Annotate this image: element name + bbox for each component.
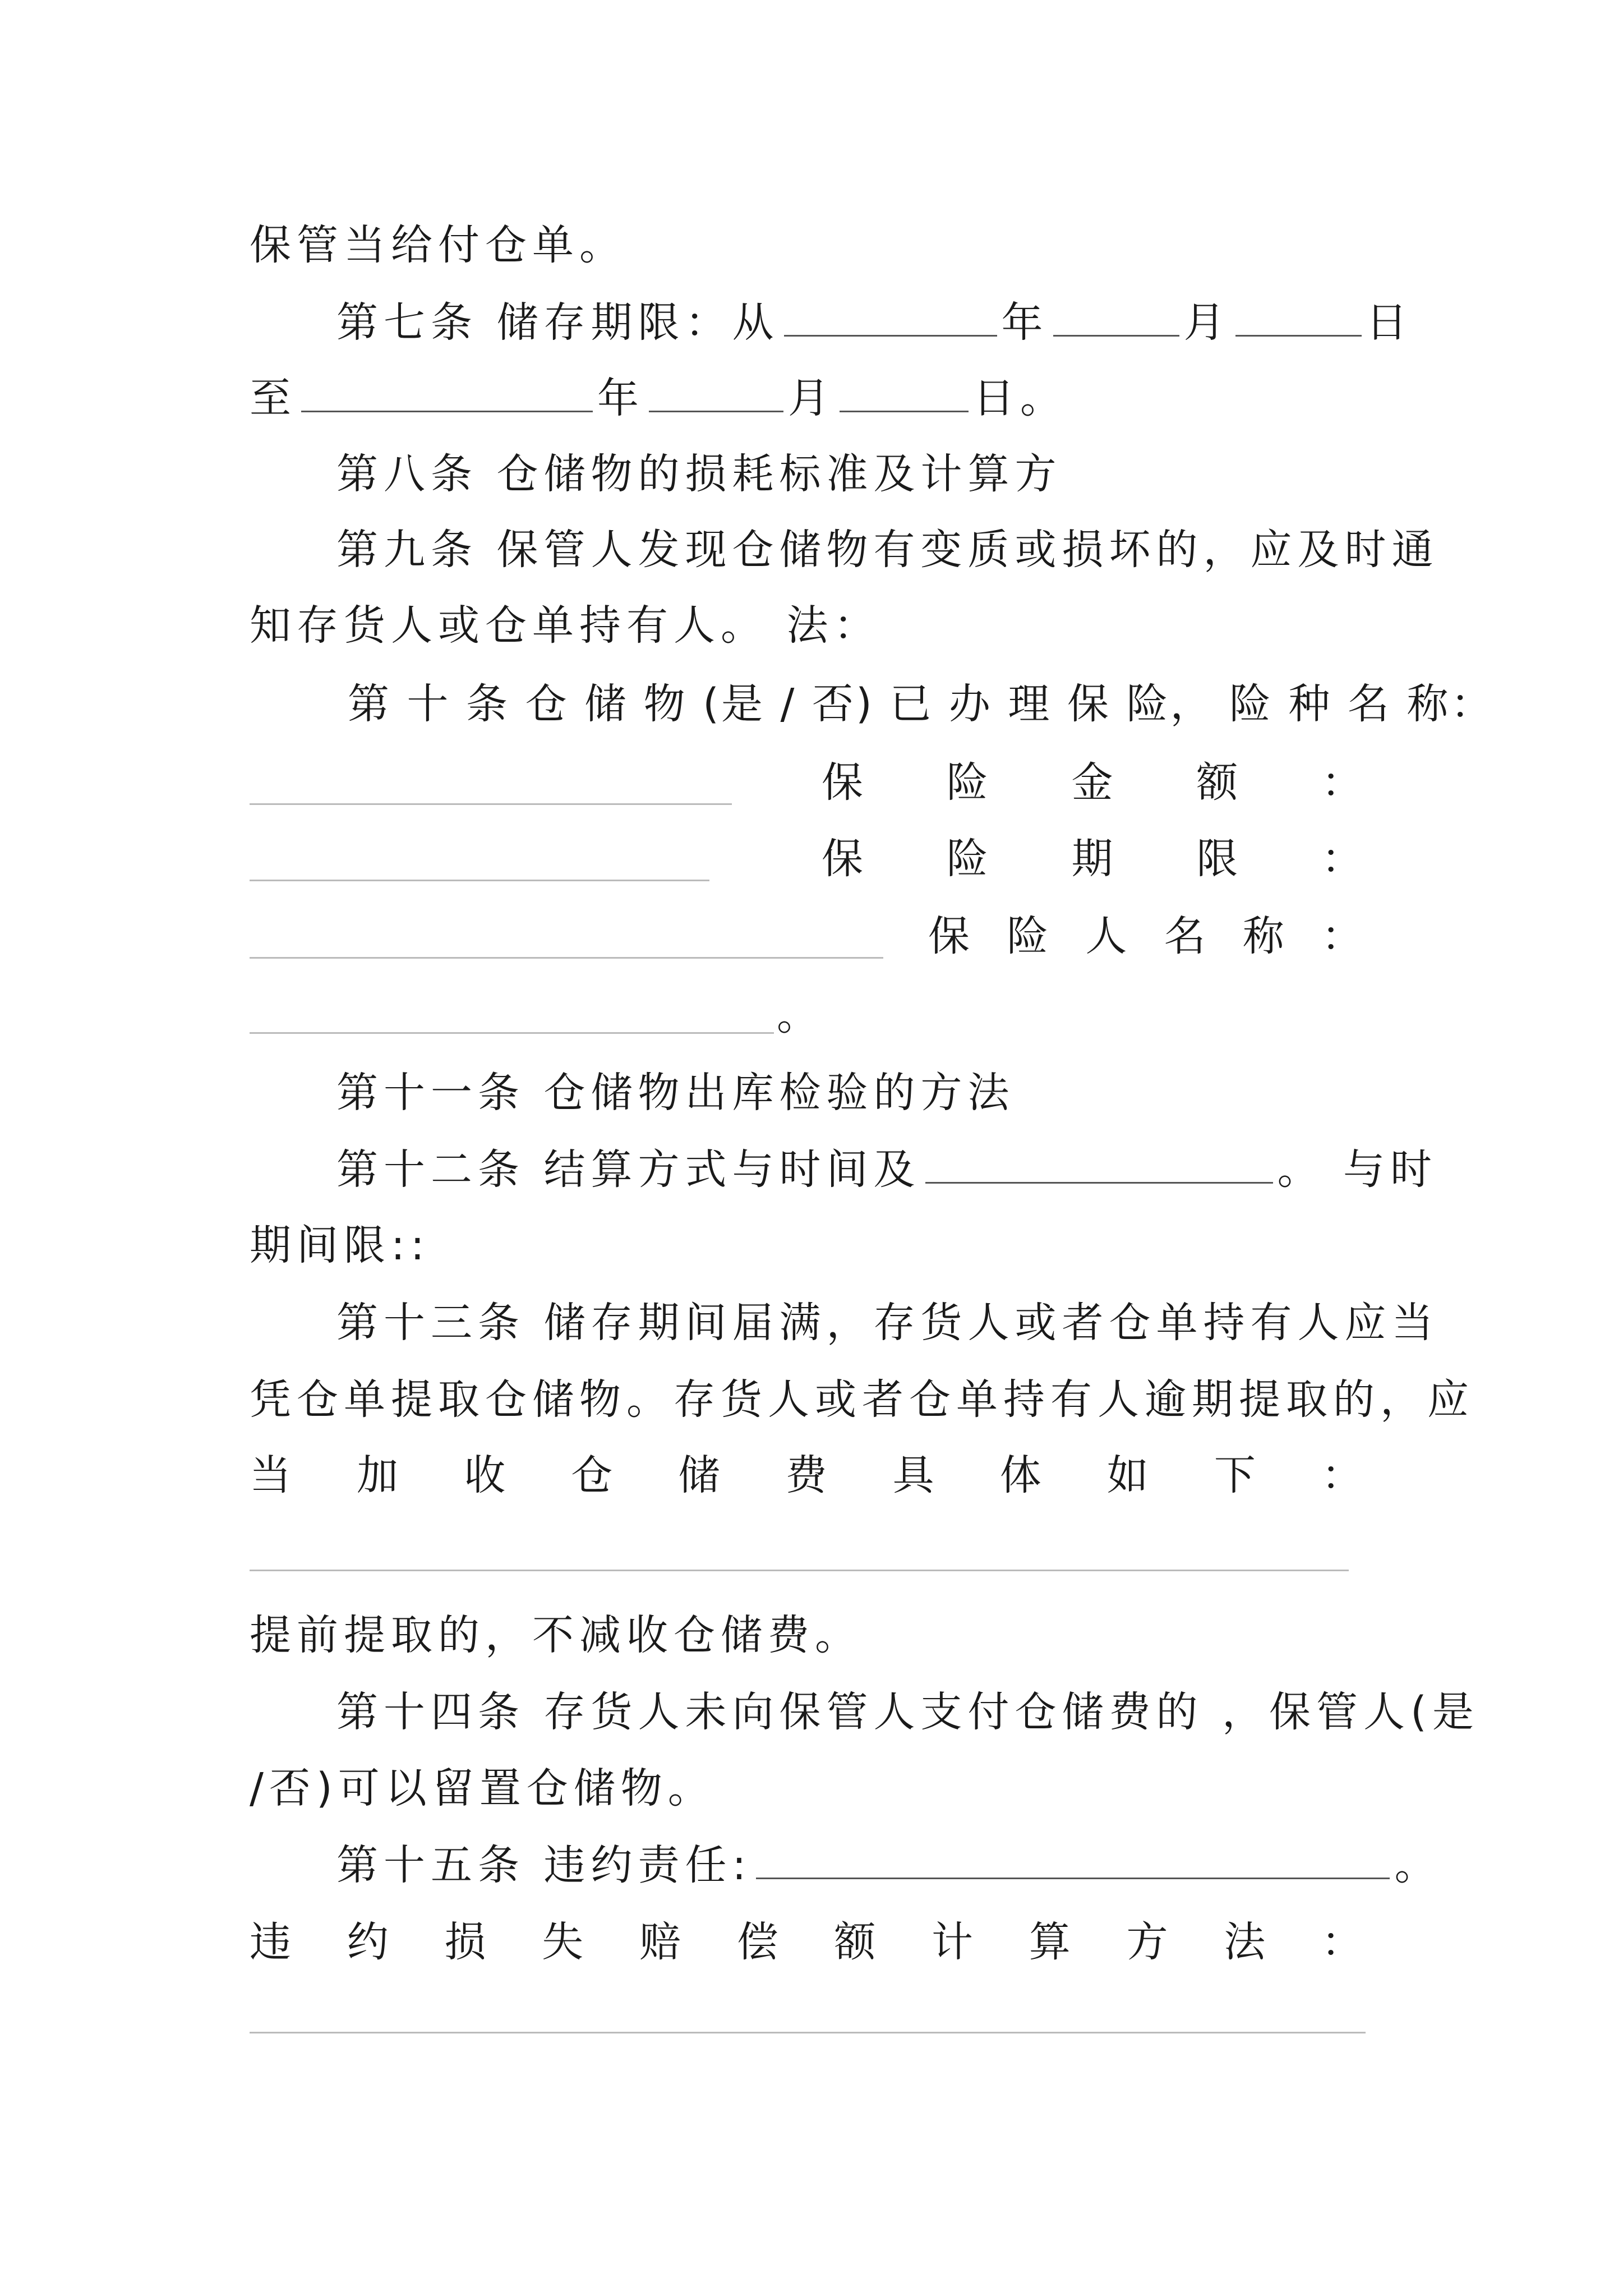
article-9-line-2: 知存货人或仓单持有人。 法：	[250, 601, 881, 650]
article-13-line-2: 凭仓单提取仓储物。存货人或者仓单持有人逾期提取的，应	[250, 1375, 1474, 1424]
end-day-blank[interactable]	[840, 376, 969, 412]
char: 收	[464, 1451, 506, 1499]
char: 保	[928, 912, 970, 960]
month-label: 月	[1183, 298, 1231, 347]
period-mark: 。	[777, 991, 824, 1039]
char: 赔	[639, 1918, 681, 1966]
end-year-blank[interactable]	[301, 376, 593, 412]
char: 仓	[571, 1451, 613, 1499]
char: 险	[946, 758, 988, 807]
char: 额	[1196, 758, 1238, 807]
char: ：	[1321, 1918, 1363, 1966]
article-12-line-2: 期间限::	[250, 1221, 430, 1269]
article-11: 第十一条 仓储物出库检验的方法	[336, 1069, 1015, 1117]
char: 违	[250, 1918, 291, 1966]
month-blank[interactable]	[1053, 300, 1179, 337]
char: 具	[892, 1451, 934, 1499]
insurance-amount-label	[822, 752, 1363, 813]
char: 期	[1071, 835, 1113, 883]
article-12-label: 第十二条 结算方式与时间及	[336, 1145, 921, 1194]
char: 人	[1085, 912, 1127, 960]
char: 计	[932, 1918, 974, 1966]
to-label: 至	[250, 374, 297, 422]
insurer-name-blank[interactable]	[250, 1032, 774, 1034]
insurance-amount-blank[interactable]	[250, 880, 709, 881]
char: 加	[357, 1451, 399, 1499]
article-13-line-4: 提前提取的，不减收仓储费。	[250, 1611, 862, 1659]
char: 保	[822, 758, 863, 807]
article-13-line-1: 第十三条 储存期间届满，存货人或者仓单持有人应当	[336, 1299, 1439, 1347]
end-month-blank[interactable]	[649, 376, 783, 412]
day-blank[interactable]	[1235, 300, 1362, 337]
char: ：	[1321, 1451, 1363, 1499]
char: 险	[1007, 912, 1049, 960]
compensation-blank[interactable]	[250, 2032, 1366, 2033]
article-7-line	[336, 292, 1413, 353]
char: 如	[1106, 1451, 1149, 1499]
liability-blank[interactable]	[756, 1843, 1390, 1879]
article-15-line-1	[336, 1834, 1442, 1896]
article-12-tail: 。 与时	[1277, 1145, 1438, 1194]
char: 约	[347, 1918, 389, 1966]
char: ：	[1321, 835, 1363, 883]
end-year-label: 年	[597, 374, 644, 422]
char: 保	[822, 835, 863, 883]
char: 损	[444, 1918, 486, 1966]
article-10-line-1: 第 十 条 仓 储 物 (是 / 否) 已 办 理 保 险， 险 种 名 称：	[348, 680, 1495, 728]
char: 当	[250, 1451, 291, 1499]
end-month-label: 月	[788, 374, 835, 422]
article-14-line-1: 第十四条 存货人未向保管人支付仓储费的 ，保管人(是	[336, 1688, 1479, 1736]
article-7-end-line	[250, 367, 1382, 429]
insurance-type-blank[interactable]	[250, 803, 732, 805]
char: ：	[1321, 912, 1363, 960]
insurance-period-blank[interactable]	[250, 957, 883, 959]
char: 费	[785, 1451, 827, 1499]
end-day-label: 日。	[973, 374, 1067, 422]
settlement-blank[interactable]	[925, 1147, 1273, 1184]
char: 储	[678, 1451, 720, 1499]
article-8: 第八条 仓储物的损耗标准及计算方	[336, 450, 1062, 498]
year-blank[interactable]	[784, 300, 997, 337]
char: 体	[999, 1451, 1041, 1499]
article-13-line-3	[250, 1444, 1363, 1506]
storage-fee-blank[interactable]	[250, 1570, 1349, 1571]
char: 偿	[736, 1918, 778, 1966]
article-15-label: 第十五条 违约责任:	[336, 1841, 752, 1889]
day-label: 日	[1366, 298, 1413, 347]
char: 算	[1029, 1918, 1071, 1966]
article-15-tail: 。	[1394, 1841, 1442, 1889]
char: 名	[1164, 912, 1206, 960]
article-12-line-1	[336, 1139, 1438, 1200]
char: 限	[1196, 835, 1238, 883]
char: 方	[1126, 1918, 1168, 1966]
char: 法	[1224, 1918, 1266, 1966]
char: 额	[834, 1918, 876, 1966]
char: 下	[1214, 1451, 1256, 1499]
char: 险	[946, 835, 988, 883]
article-15-line-2	[250, 1911, 1363, 1973]
char: 称	[1242, 912, 1284, 960]
text-line: 保管当给付仓单。	[250, 221, 626, 269]
insurance-period-label	[822, 828, 1363, 890]
char: ：	[1321, 758, 1363, 807]
char: 金	[1071, 758, 1113, 807]
article-14-line-2: /否)可以留置仓储物。	[250, 1764, 715, 1812]
article-7-label: 第七条 储存期限：从	[336, 298, 780, 347]
article-9-line-1: 第九条 保管人发现仓储物有变质或损坏的，应及时通	[336, 526, 1439, 574]
insurer-name-label	[928, 905, 1363, 967]
year-label: 年	[1001, 298, 1049, 347]
char: 失	[542, 1918, 584, 1966]
